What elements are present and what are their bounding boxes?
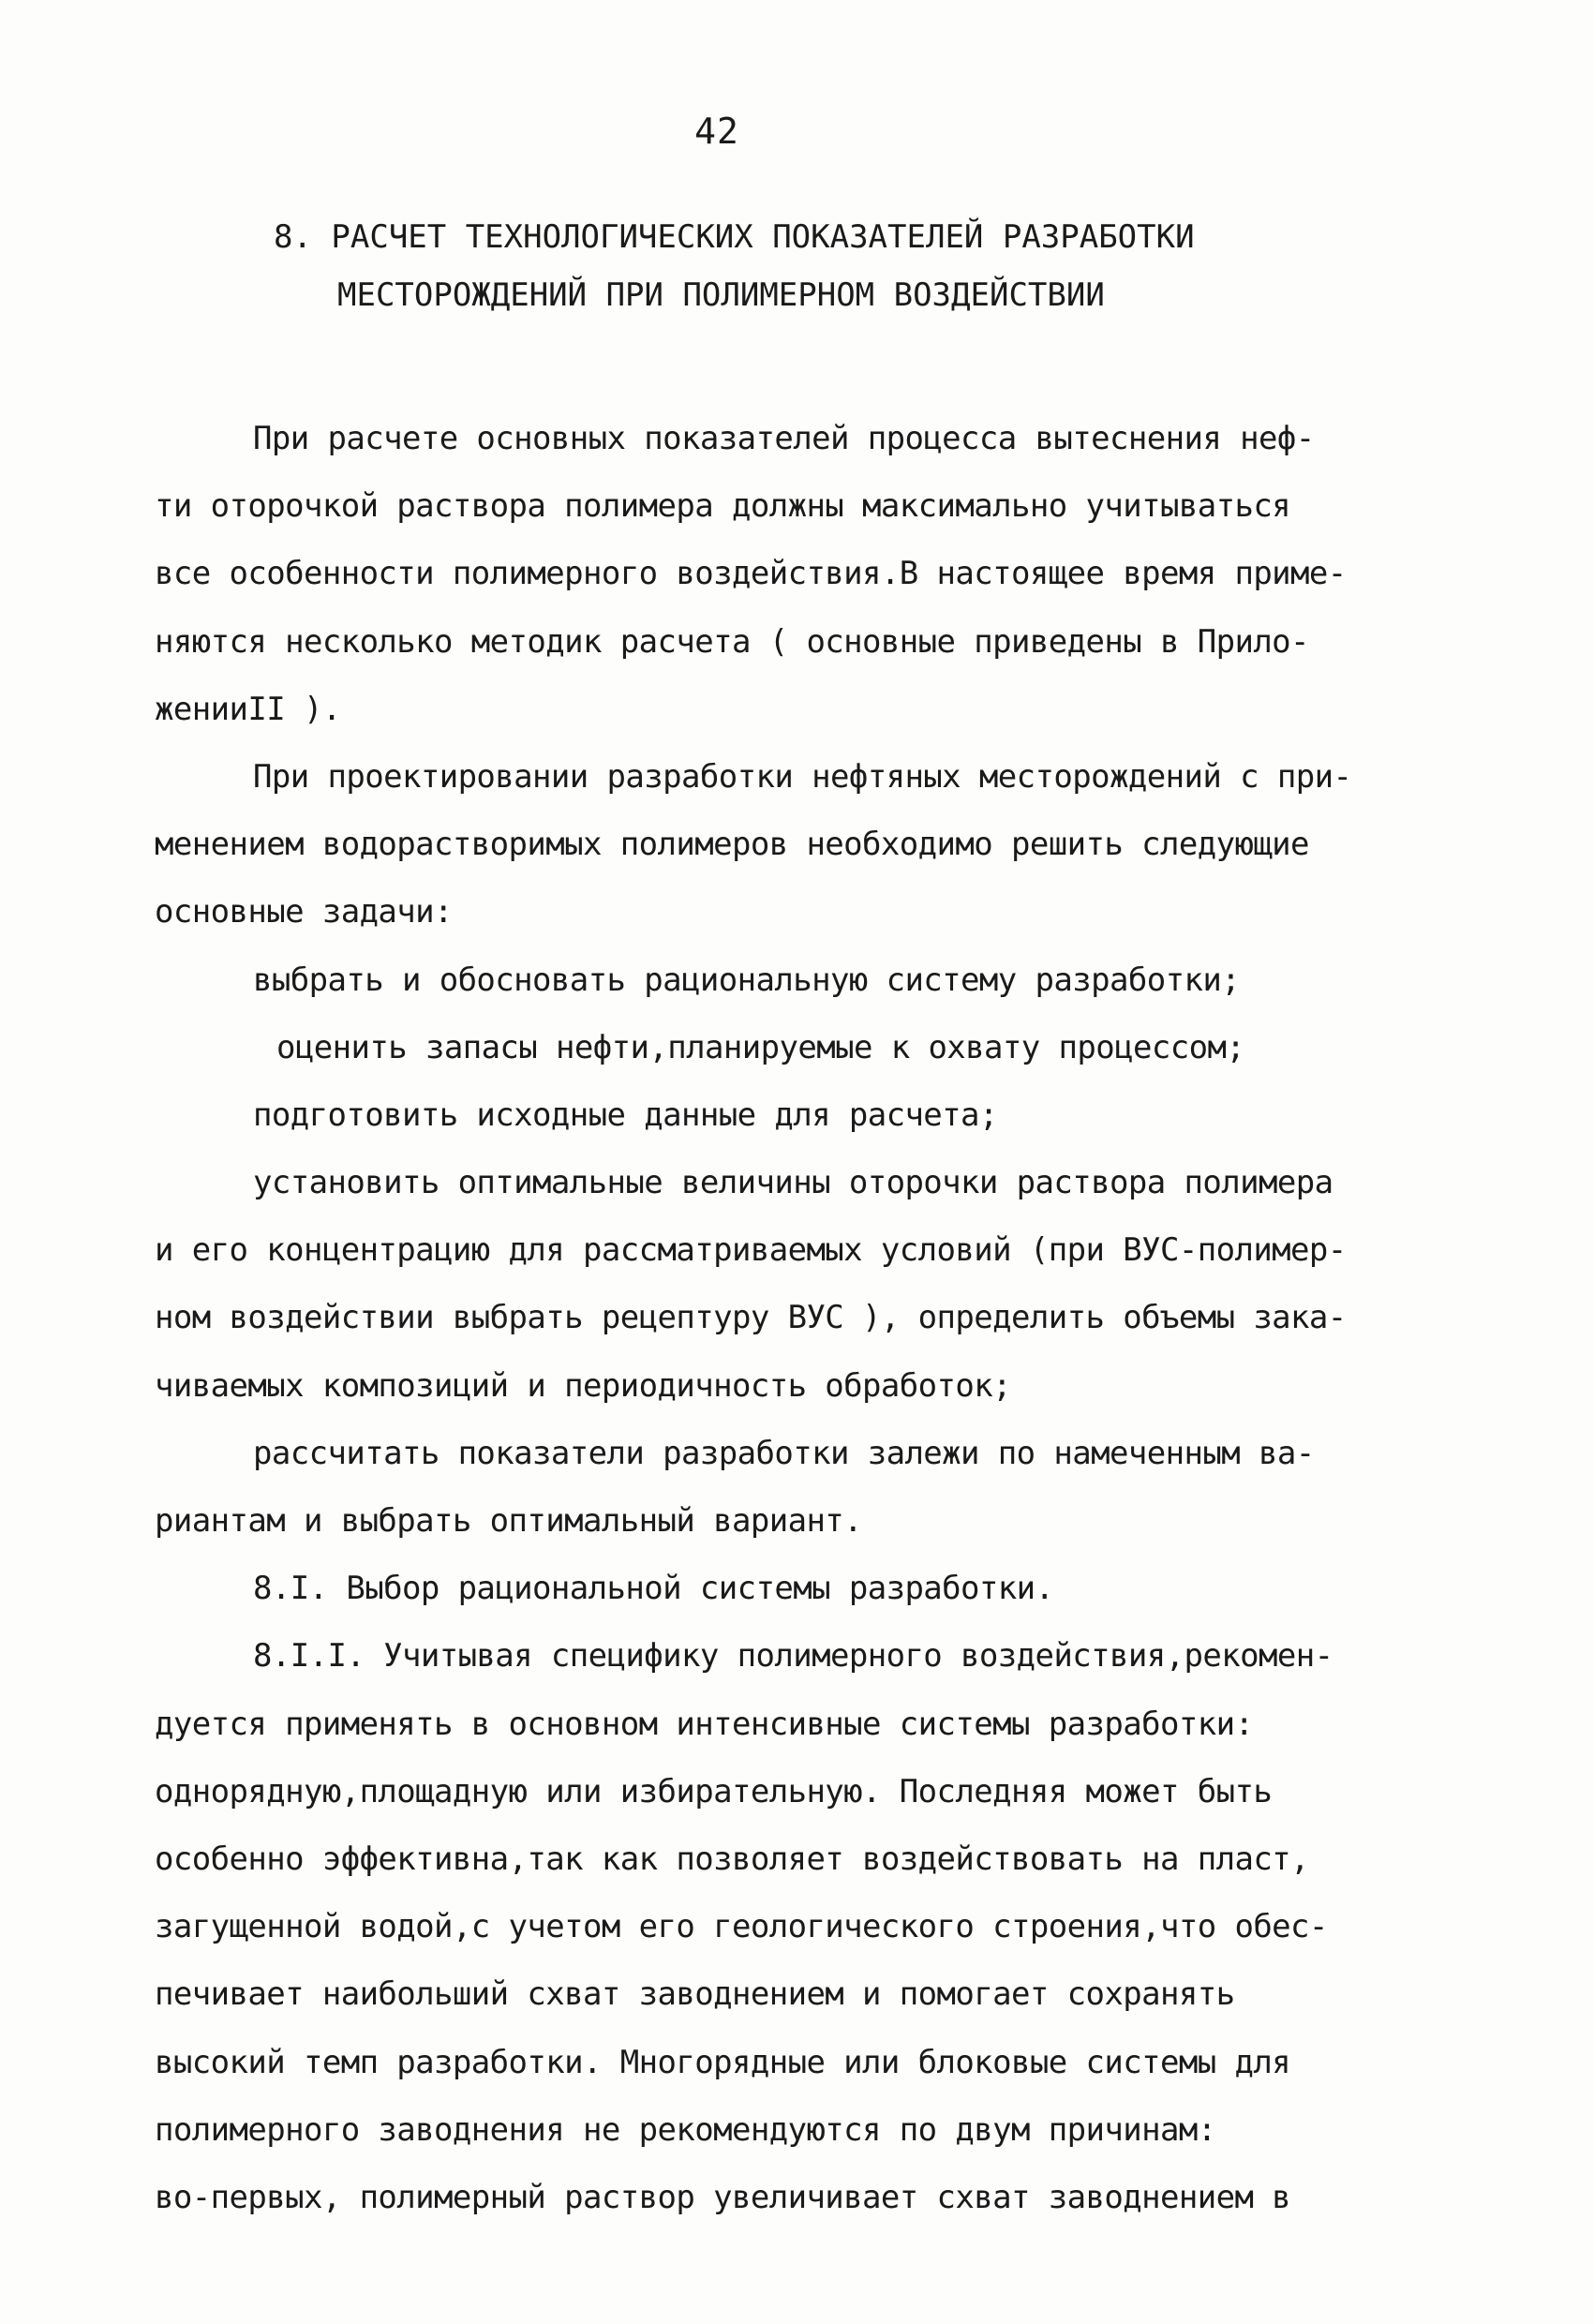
text-line: печивает наибольший схват заводнением и помогает сохранять [155,1975,1235,2014]
list-item: рассчитать показатели разработки залежи по намеченным ва- [253,1434,1315,1472]
text-line: полимерного заводнения не рекомендуются по двум причинам: [155,2110,1216,2149]
text-line: менением водорастворимых полимеров необходимо решить следующие [155,826,1309,864]
text-line: во-первых, полимерный раствор увеличивает схват заводнением в [155,2178,1291,2216]
text-line: загущенной водой,с учетом его геологического строения,что обес- [155,1908,1328,1946]
text-line: однорядную,площадную или избирательную. Последняя может быть [155,1772,1273,1810]
section-title-line-1: 8. РАСЧЕТ ТЕХНОЛОГИЧЕСКИХ ПОКАЗАТЕЛЕЙ РАЗРАБОТКИ [274,218,1195,256]
text-line: 8.I.I. Учитывая специфику полимерного воздействия,рекомен- [253,1637,1333,1676]
list-item: подготовить исходные данные для расчета; [253,1095,998,1134]
text-line: все особенности полимерного воздействия.В настоящее время приме- [155,555,1347,593]
list-item: выбрать и обосновать рациональную систему разработки; [253,961,1241,999]
text-line: основные задачи: [155,893,453,931]
list-item: установить оптимальные величины оторочки раствора полимера [253,1164,1333,1202]
list-item: оценить запасы нефти,планируемые к охвату процессом; [276,1028,1245,1066]
text-line: и его концентрацию для рассматриваемых условий (при ВУС-полимер- [155,1231,1347,1270]
text-line: женииII ). [155,690,341,728]
text-line: особенно эффективна,так как позволяет воздействовать на пласт, [155,1840,1309,1878]
subsection-heading: 8.I. Выбор рациональной системы разработки. [253,1570,1054,1608]
text-line: При проектировании разработки нефтяных месторождений с при- [253,757,1352,796]
body-text [155,405,1467,2231]
section-title [0,208,1594,324]
text-line: ти оторочкой раствора полимера должны максимально учитываться [155,487,1291,526]
text-line: няются несколько методик расчета ( основные приведены в Прило- [155,622,1309,661]
page-number: 42 [694,111,739,152]
text-line: дуется применять в основном интенсивные системы разработки: [155,1705,1254,1743]
text-line: При расчете основных показателей процесса вытеснения неф- [253,420,1315,457]
text-line: чиваемых композиций и периодичность обработок; [155,1366,1012,1405]
section-title-line-2: МЕСТОРОЖДЕНИЙ ПРИ ПОЛИМЕРНОМ ВОЗДЕЙСТВИИ [337,276,1105,314]
text-line: риантам и выбрать оптимальный вариант. [155,1502,863,1540]
text-line: ном воздействии выбрать рецептуру ВУС ), определить объемы зака- [155,1299,1347,1337]
text-line: высокий темп разработки. Многорядные или блоковые системы для [155,2043,1291,2081]
